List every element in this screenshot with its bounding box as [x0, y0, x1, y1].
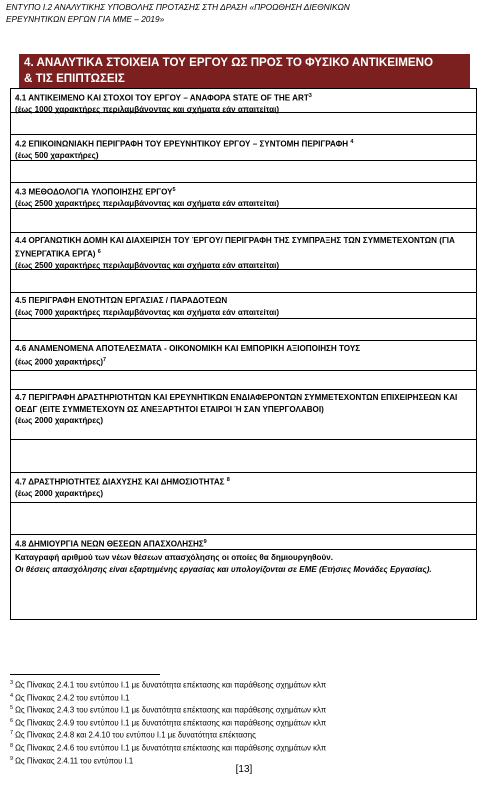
footnote-number: 9 [10, 755, 14, 762]
section-banner [19, 54, 470, 88]
section-4-7b-title: 4.7 ΔΡΑΣΤΗΡΙΟΤΗΤΕΣ ΔΙΑΧΥΣΗΣ ΚΑΙ ΔΗΜΟΣΙΟΤΗΤΑΣ [15, 477, 225, 487]
footnote-ref: 3 [308, 93, 312, 99]
footnote-4 [10, 691, 480, 704]
section-4-5-title: 4.5 ΠΕΡΙΓΡΑΦΗ ΕΝΟΤΗΤΩΝ ΕΡΓΑΣΙΑΣ / ΠΑΡΑΔΟΤΕΩΝ [15, 296, 228, 305]
footnote-ref: 9 [203, 539, 207, 545]
footnote-ref: 6 [97, 248, 101, 255]
section-4-6-header [11, 341, 476, 371]
section-4-1-note: (έως 1000 χαρακτήρες περιλαμβάνοντας και σχήματα εάν απαιτείται) [15, 105, 280, 115]
footnote-separator [10, 674, 160, 675]
footnote-ref: 8 [226, 477, 230, 483]
section-4-7b-note: (έως 2000 χαρακτήρες) [15, 489, 104, 499]
page-number: [13] [235, 764, 253, 775]
section-4-2-note: (έως 500 χαρακτήρες) [15, 151, 99, 161]
section-4-8-input[interactable] [11, 550, 476, 619]
form-header-line-2: ΕΡΕΥΝΗΤΙΚΩΝ ΕΡΓΩΝ ΓΙΑ ΜΜΕ – 2019» [6, 14, 165, 24]
footnote-number: 3 [10, 680, 14, 686]
footnote-ref: 5 [172, 187, 176, 193]
footnote-8 [10, 741, 480, 754]
section-4-7b-input[interactable] [11, 503, 476, 535]
footnote-number: 6 [10, 717, 14, 724]
banner-title-line-2: & ΤΙΣ ΕΠΙΠΤΩΣΕΙΣ [24, 72, 125, 85]
footnote-3 [10, 678, 480, 691]
section-4-2-header [11, 135, 476, 161]
footnotes [10, 678, 480, 766]
section-4-1-input[interactable] [11, 113, 476, 135]
section-4-8-instruction: Καταγραφή αριθμού των νέων θέσεων απασχόλησης οι οποίες θα δημιουργηθούν. [15, 553, 333, 562]
section-4-7a-input[interactable] [11, 440, 476, 473]
section-4-7b-header [11, 473, 476, 503]
section-4-3-note: (έως 2500 χαρακτήρες περιλαμβάνοντας και σχήματα εάν απαιτείται) [15, 199, 280, 209]
footnote-number: 7 [10, 730, 14, 737]
section-4-6-note: (έως 2000 χαρακτήρες) [15, 357, 104, 367]
section-4-5-header [11, 293, 476, 319]
section-4-2-title: 4.2 ΕΠΙΚΟΙΝΩΝΙΑΚΗ ΠΕΡΙΓΡΑΦΗ ΤΟΥ ΕΡΕΥΝΗΤΙΚΟΥ ΕΡΓΟΥ – ΣΥΝΤΟΜΗ ΠΕΡΙΓΡΑΦΗ [15, 139, 349, 149]
footnote-text: Ως Πίνακας 2.4.1 του εντύπου Ι.1 με δυνατότητα επέκτασης και παράθεσης σχημάτων κλπ [15, 680, 327, 690]
section-4-4-note: (έως 2500 χαρακτήρες περιλαμβάνοντας και σχήματα εάν απαιτείται) [15, 260, 280, 270]
section-4-4-input[interactable] [11, 270, 476, 293]
footnote-number: 8 [10, 742, 14, 749]
footnote-6 [10, 716, 480, 729]
footnote-ref: 7 [103, 356, 107, 363]
section-4-6-title: 4.6 ΑΝΑΜΕΝΟΜΕΝΑ ΑΠΟΤΕΛΕΣΜΑΤΑ - ΟΙΚΟΝΟΜΙΚΗ ΚΑΙ ΕΜΠΟΡΙΚΗ ΑΞΙΟΠΟΙΗΣΗ ΤΟΥΣ [15, 344, 361, 353]
section-4-1-title: 4.1 ΑΝΤΙΚΕΙΜΕΝΟ ΚΑΙ ΣΤΟΧΟΙ ΤΟΥ ΕΡΓΟΥ – ΑΝΑΦΟΡΑ STATE OF THE ART [15, 93, 309, 103]
section-4-6-input[interactable] [11, 371, 476, 390]
footnote-5 [10, 703, 480, 716]
footnote-text: Ως Πίνακας 2.4.2 του εντύπου Ι.1 [15, 693, 130, 703]
footnote-text: Ως Πίνακας 2.4.6 του εντύπου Ι.1 με δυνατότητα επέκτασης και παράθεσης σχημάτων κλπ [15, 743, 327, 753]
footnote-ref: 4 [350, 139, 354, 145]
footnote-number: 4 [10, 692, 14, 699]
section-4-3-title: 4.3 ΜΕΘΟΔΟΛΟΓΙΑ ΥΛΟΠΟΙΗΣΗΣ ΕΡΓΟΥ [15, 187, 173, 197]
form-header-line-1: ΕΝΤΥΠΟ Ι.2 ΑΝΑΛΥΤΙΚΗΣ ΥΠΟΒΟΛΗΣ ΠΡΟΤΑΣΗΣ ΣΤΗ ΔΡΑΣΗ «ΠΡΟΩΘΗΣΗ ΔΙΕΘΝΙΚΩΝ [6, 2, 350, 12]
section-4-2-input[interactable] [11, 161, 476, 183]
section-4-4-title: 4.4 ΟΡΓΑΝΩΤΙΚΗ ΔΟΜΗ ΚΑΙ ΔΙΑΧΕΙΡΙΣΗ ΤΟΥ ΈΡΓΟΥ/ ΠΕΡΙΓΡΑΦΗ ΤΗΣ ΣΥΜΠΡΑΞΗΣ ΤΩΝ ΣΥΜΜΕΤΕΧΟΝΤΩΝ (ΓΙΑ ΣΥΝΕΡΓΑΤΙΚΑ ΕΡΓΑ) [15, 236, 455, 259]
section-4-7a-header [11, 390, 476, 440]
footnote-text: Ως Πίνακας 2.4.11 του εντύπου Ι.1 [15, 756, 134, 766]
footnote-number: 5 [10, 705, 14, 712]
banner-title-line-1: 4. ΑΝΑΛΥΤΙΚΑ ΣΤΟΙΧΕΙΑ ΤΟΥ ΕΡΓΟΥ ΩΣ ΠΡΟΣ ΤΟ ΦΥΣΙΚΟ ΑΝΤΙΚΕΙΜΕΝΟ [24, 56, 434, 69]
section-4-7a-title: 4.7 ΠΕΡΙΓΡΑΦΗ ΔΡΑΣΤΗΡΙΟΤΗΤΩΝ ΚΑΙ ΕΡΕΥΝΗΤΙΚΩΝ ΕΝΔΙΑΦΕΡΟΝΤΩΝ ΣΥΜΜΕΤΕΧΟΝΤΩΝ ΕΠΙΧΕΙΡΗΣΕΩΝ ΚΑΙ ΟΕΔΓ (ΕΙΤΕ ΣΥΜΜΕΤΕΧΟΥΝ ΩΣ ΑΝΕΞΑΡΤΗΤΟΙ ΕΤΑΙΡΟΙ Ή ΣΑΝ ΥΠΕΡΓΟΛΑΒΟΙ) [15, 393, 458, 414]
section-4-5-input[interactable] [11, 319, 476, 341]
section-4-8-title: 4.8 ΔΗΜΙΟΥΡΓΙΑ ΝΕΩΝ ΘΕΣΕΩΝ ΑΠΑΣΧΟΛΗΣΗΣ [15, 539, 204, 549]
section-4-7a-note: (έως 2000 χαρακτήρες) [15, 416, 104, 425]
footnote-7 [10, 728, 480, 741]
details-form-table [10, 88, 477, 620]
section-4-8-header [11, 535, 476, 550]
footnote-text: Ως Πίνακας 2.4.9 του εντύπου Ι.1 με δυνατότητα επέκτασης και παράθεσης σχημάτων κλπ [15, 718, 327, 728]
section-4-5-note: (έως 7000 χαρακτήρες περιλαμβάνοντας και σχήματα εάν απαιτείται) [15, 307, 280, 317]
section-4-1-header [11, 89, 476, 113]
section-4-8-explanation: Οι θέσεις απασχόλησης είναι εξαρτημένης εργασίας και υπολογίζονται σε ΕΜΕ (Ετήσιες Μονάδες Εργασίας). [15, 564, 432, 574]
section-4-3-input[interactable] [11, 209, 476, 233]
section-4-4-header [11, 233, 476, 270]
section-4-3-header [11, 183, 476, 209]
footnote-text: Ως Πίνακας 2.4.3 του εντύπου Ι.1 με δυνατότητα επέκτασης και παράθεσης σχημάτων κλπ [15, 705, 327, 715]
footnote-text: Ως Πίνακας 2.4.8 και 2.4.10 του εντύπου Ι.1 με δυνατότητα επέκτασης [15, 730, 256, 740]
